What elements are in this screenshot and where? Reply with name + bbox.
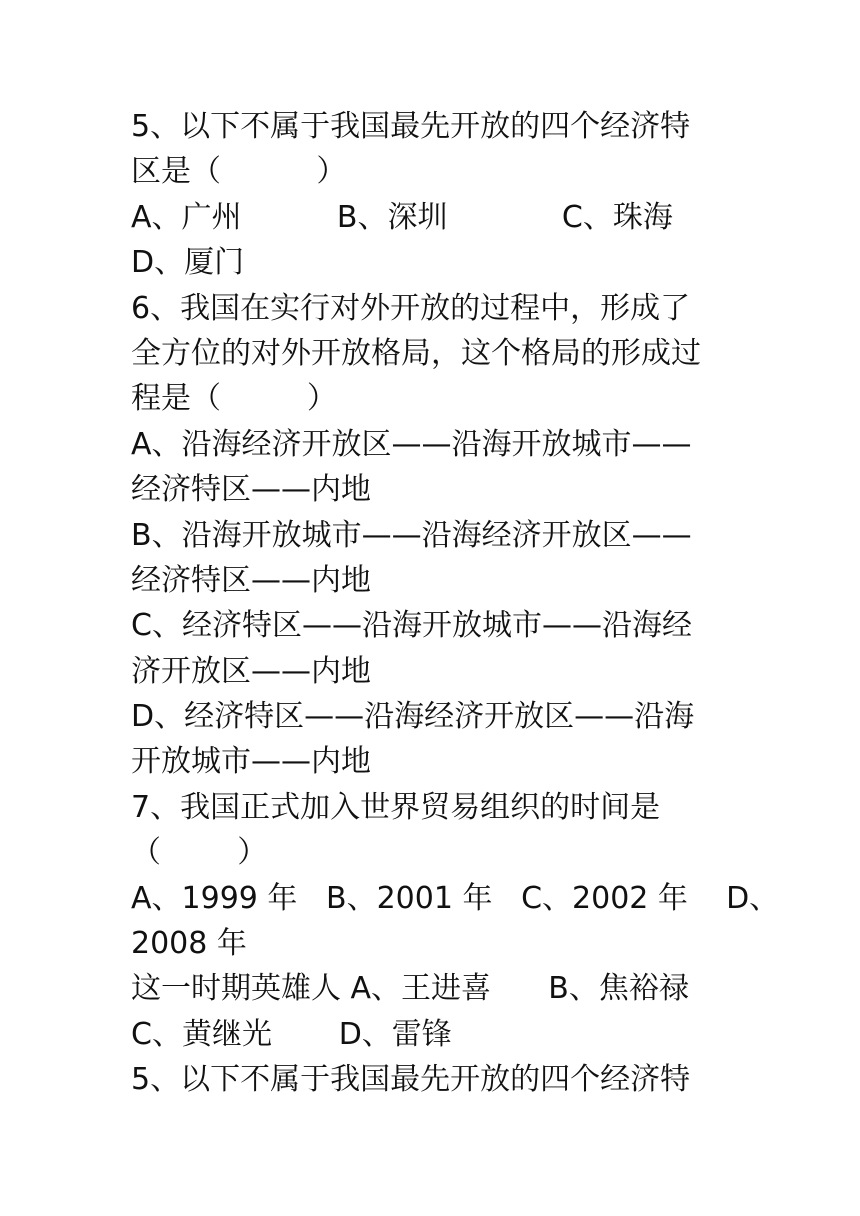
text-line: 济开放区——内地 xyxy=(131,653,371,689)
text-line: 区是（ ） xyxy=(131,154,347,190)
text-line: B、沿海开放城市——沿海经济开放区—— xyxy=(131,517,692,553)
text-line: 2008 年 xyxy=(131,926,247,962)
text-line: 6、我国在实行对外开放的过程中，形成了 xyxy=(131,290,691,326)
text-line: 7、我国正式加入世界贸易组织的时间是 xyxy=(131,789,661,825)
text-line: 5、以下不属于我国最先开放的四个经济特 xyxy=(131,1062,691,1098)
text-line: （ ） xyxy=(131,835,268,871)
text-line: A、广州 B、深圳 C、珠海 xyxy=(131,199,673,235)
text-line: D、经济特区——沿海经济开放区——沿海 xyxy=(131,699,695,735)
text-line: C、经济特区——沿海开放城市——沿海经 xyxy=(131,608,692,644)
text-line: 程是（ ） xyxy=(131,381,337,417)
text-line: 经济特区——内地 xyxy=(131,562,371,598)
text-line: 全方位的对外开放格局，这个格局的形成过 xyxy=(131,335,701,371)
text-line: C、黄继光 D、雷锋 xyxy=(131,1016,452,1052)
text-line: 5、以下不属于我国最先开放的四个经济特 xyxy=(131,109,691,144)
text-line: A、沿海经济开放区——沿海开放城市—— xyxy=(131,426,692,462)
text-line: 经济特区——内地 xyxy=(131,472,371,508)
text-line: 开放城市——内地 xyxy=(131,744,371,780)
text-line: A、1999 年 B、2001 年 C、2002 年 D、 xyxy=(131,880,780,916)
text-line: D、厦门 xyxy=(131,245,245,281)
document-page xyxy=(131,104,780,1103)
text-line: 这一时期英雄人 A、王进喜 B、焦裕禄 xyxy=(131,971,689,1007)
